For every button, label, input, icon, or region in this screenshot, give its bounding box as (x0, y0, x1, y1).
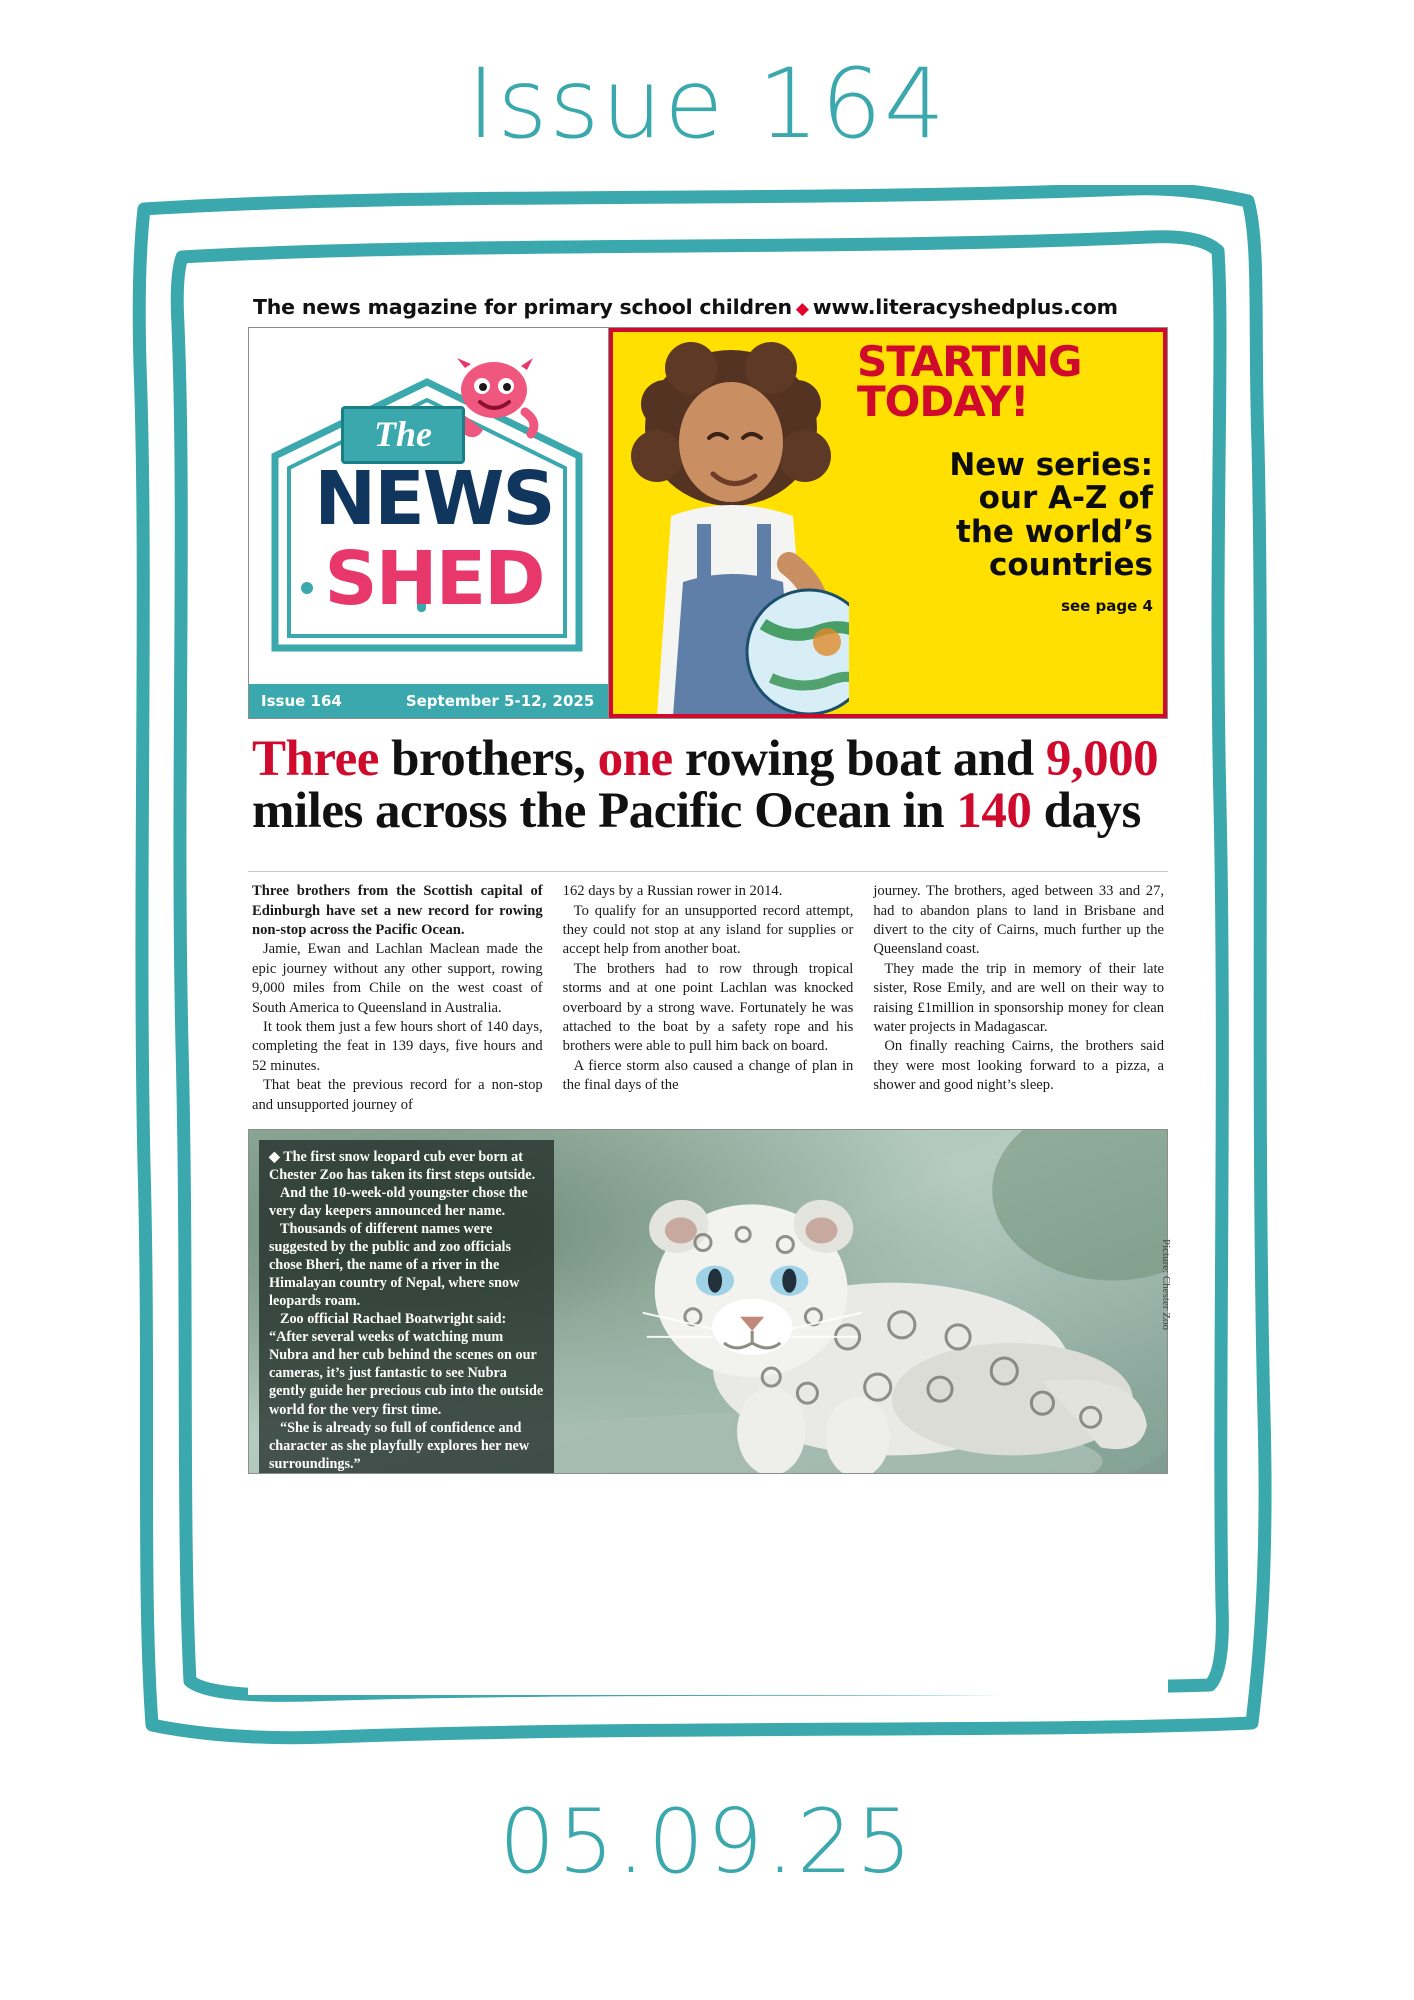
story-paragraph: The brothers had to row through tropical storms and at one point Lachlan was knocked overboard by a strong wave. Fortunately he was attached to the boat by a safety rope and his brothers were able to pull him back on board. (562, 960, 854, 1055)
promo-starting-today (857, 337, 1153, 427)
issue-bar (249, 684, 608, 718)
promo-today-line: TODAY! (857, 377, 1029, 427)
headline-part-6: miles across the Pacific Ocean in (252, 783, 957, 840)
masthead-block (248, 327, 1168, 719)
strapline-text: The news magazine for primary school children (253, 295, 792, 319)
logo-word-the: The (341, 406, 465, 464)
diamond-icon: ◆ (795, 299, 809, 319)
story-paragraph: Jamie, Ewan and Lachlan Maclean made the epic journey without any other support, rowing 9,000 miles from Chile on the west coast of South America to Queensland in Australia. (252, 941, 543, 1016)
headline-part-1: Three (252, 731, 379, 787)
promo-series-line3: the world’s (956, 513, 1153, 550)
masthead-strapline (248, 295, 1168, 319)
headline-part-5: 9,000 (1045, 731, 1159, 787)
feature-caption (259, 1140, 554, 1474)
headline-part-4: rowing boat and (672, 731, 1046, 787)
newspaper-front-page (248, 295, 1172, 1695)
caption-paragraph: Thousands of different names were suggested by the public and zoo officials chose Bheri, the name of a river in the Himalayan country of Nepal, where snow leopards roam. (269, 1221, 520, 1310)
promo-series-line4: countries (988, 547, 1153, 584)
caption-paragraph: “She is already so full of confidence and character as she playfully explores her new surroundings.” (269, 1419, 530, 1472)
logo-word-shed: SHED (324, 536, 544, 622)
story-column-2 (563, 882, 854, 1115)
page-issue-title: Issue 164 (467, 48, 947, 160)
story-paragraph: A fierce storm also caused a change of plan in the final days of the (562, 1057, 854, 1094)
story-column-3 (873, 882, 1164, 1115)
story-paragraph: Three brothers from the Scottish capital of Edinburgh have set a new record for rowing non-stop across the Pacific Ocean. (252, 883, 543, 938)
issue-date: September 5-12, 2025 (405, 692, 595, 710)
promo-series-line2: our A-Z of (978, 480, 1153, 517)
story-paragraph: It took them just a few hours short of 140 days, completing the feat in 139 days, five hours and 52 minutes. (252, 1019, 543, 1074)
story-paragraph: On finally reaching Cairns, the brothers said they were most looking forward to a pizza, a shower and good night’s sleep. (873, 1038, 1165, 1094)
caption-paragraph: Zoo official Rachael Boatwright said: “After several weeks of watching mum Nubra and her cub behind the scenes on our cameras, it’s just fantastic to see Nubra gently guide her precious cub into the outside world for the very first time. (269, 1311, 544, 1418)
headline-part-7: 140 (956, 783, 1032, 840)
logo-word-news: NEWS (314, 456, 554, 542)
story-paragraph: That beat the previous record for a non-stop and unsupported journey of (252, 1077, 543, 1113)
promo-starting-line: STARTING (857, 337, 1082, 386)
caption-paragraph: ◆ The first snow leopard cub ever born at Chester Zoo has taken its first steps outside. (269, 1149, 536, 1184)
page-date-label: 05.09.25 (499, 1790, 915, 1893)
issue-number: Issue 164 (261, 692, 342, 710)
logo-panel (249, 328, 609, 718)
headline-part-3: one (597, 731, 673, 787)
story-paragraph: 162 days by a Russian rower in 2014. (562, 883, 783, 900)
promo-series-line1: New series: (949, 446, 1153, 483)
masthead-website: www.literacyshedplus.com (812, 295, 1118, 319)
headline-part-2: brothers, (378, 731, 598, 787)
story-paragraph: journey. The brothers, aged between 33 and 27, had to abandon plans to land in Brisbane and divert to the city of Cairns, much further up the Queensland coast. (873, 883, 1165, 958)
main-story (248, 871, 1168, 1115)
picture-credit: Picture: Chester Zoo (1160, 1238, 1172, 1330)
promo-panel[interactable] (609, 328, 1167, 718)
story-paragraph: To qualify for an unsupported record attempt, they could not stop at any island for supplies or accept help from another boat. (562, 902, 854, 958)
girl-with-globe-photo (613, 332, 849, 714)
caption-paragraph: And the 10-week-old youngster chose the very day keepers announced her name. (269, 1185, 528, 1220)
snow-leopard-feature (248, 1129, 1168, 1474)
headline-part-8: days (1031, 783, 1141, 840)
story-paragraph: They made the trip in memory of their late sister, Rose Emily, and are well on their way to raising £1million in sponsorship money for clean water projects in Madagascar. (873, 960, 1165, 1036)
promo-new-series (857, 446, 1153, 584)
main-headline (248, 731, 1168, 840)
story-column-1 (252, 882, 543, 1115)
promo-see-page: see page 4 (1061, 596, 1153, 615)
promo-text-block (857, 337, 1153, 615)
